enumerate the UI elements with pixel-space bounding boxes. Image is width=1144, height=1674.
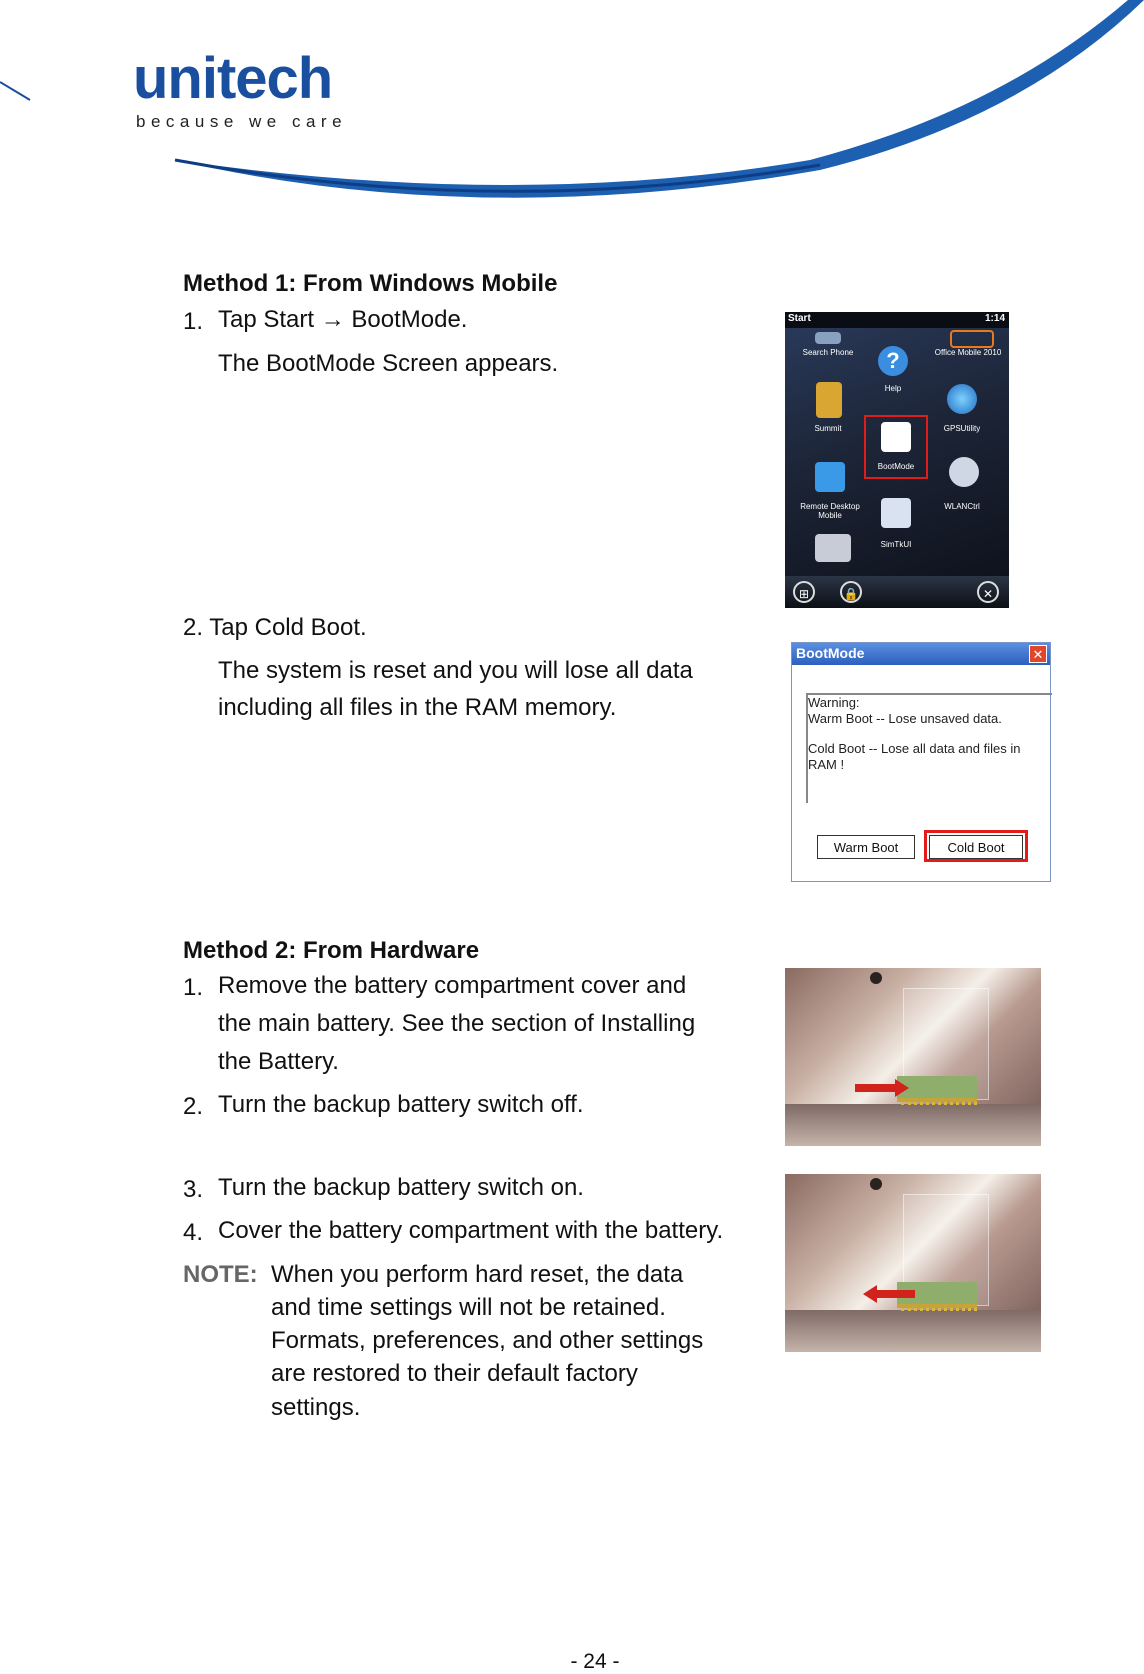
- folder-icon: [816, 382, 842, 418]
- method2-step4-number: 4.: [183, 1219, 204, 1246]
- arrow-right-head-icon: [895, 1079, 909, 1097]
- search-phone-icon: [815, 332, 841, 344]
- start-title: Start: [788, 313, 811, 324]
- method2-step3-number: 3.: [183, 1176, 204, 1203]
- hand-pointer-icon: [881, 422, 911, 452]
- battery-switch-on-photo: [785, 1174, 1041, 1352]
- compartment-edge: [785, 1310, 1041, 1352]
- note-line4: are restored to their default factory: [271, 1360, 638, 1387]
- dialog-title: BootMode: [796, 645, 865, 661]
- app-gpsutility: GPSUtility: [943, 424, 981, 433]
- compartment-edge: [785, 1104, 1041, 1146]
- warning-line4: RAM !: [808, 757, 845, 772]
- method1-step2-text: 2. Tap Cold Boot.: [183, 614, 367, 641]
- note-line5: settings.: [271, 1394, 361, 1421]
- method2-step1-number: 1.: [183, 974, 204, 1001]
- status-bar: [785, 312, 1009, 328]
- sim-card-icon: [881, 498, 911, 528]
- clock: 1:14: [984, 313, 1005, 324]
- method2-heading: Method 2: From Hardware: [183, 937, 480, 964]
- lock-icon[interactable]: 🔒: [840, 581, 862, 603]
- app-search-phone: Search Phone: [802, 348, 854, 357]
- app-help: Help: [884, 384, 902, 393]
- windows-logo-icon[interactable]: ⊞: [793, 581, 815, 603]
- bootmode-dialog-screenshot: [791, 642, 1051, 882]
- method2-step2-number: 2.: [183, 1093, 204, 1120]
- satellite-dish-icon: [949, 457, 979, 487]
- method1-step2-subtext-line2: including all files in the RAM memory.: [218, 694, 617, 721]
- globe-icon: [947, 384, 977, 414]
- app-bootmode[interactable]: BootMode: [877, 462, 915, 471]
- method2-step1-line2: the main battery. See the section of Installing: [218, 1010, 696, 1037]
- note-line2: and time settings will not be retained.: [271, 1294, 666, 1321]
- connector-pins: [901, 1102, 977, 1108]
- note-line3: Formats, preferences, and other settings: [271, 1327, 704, 1354]
- battery-switch-off-photo: [785, 968, 1041, 1146]
- remote-desktop-icon: [815, 462, 845, 492]
- switch-board: [897, 1076, 977, 1102]
- app-simtkui: SimTkUI: [880, 540, 912, 549]
- close-icon[interactable]: ✕: [1029, 645, 1047, 663]
- method1-step1-number: 1.: [183, 308, 204, 335]
- brand-logo: unitech: [133, 46, 333, 111]
- help-icon: ?: [878, 346, 908, 376]
- method2-step2-text: Turn the backup battery switch off.: [218, 1091, 584, 1118]
- method1-step2-subtext-line1: The system is reset and you will lose all data: [218, 657, 693, 684]
- close-icon[interactable]: ✕: [977, 581, 999, 603]
- method1-step1-text: Tap Start → BootMode.: [218, 306, 468, 333]
- arrow-right-icon: [855, 1084, 897, 1092]
- start-screen-screenshot: [785, 312, 1009, 608]
- method2-step3-text: Turn the backup battery switch on.: [218, 1174, 584, 1201]
- page-number: - 24 -: [570, 1650, 620, 1673]
- note-label: NOTE:: [183, 1261, 258, 1288]
- warning-line1: Warning:: [808, 695, 860, 710]
- dialog-titlebar: [792, 643, 1050, 665]
- screw: [870, 972, 882, 984]
- app-summit: Summit: [814, 424, 842, 433]
- method2-step1-line3: the Battery.: [218, 1048, 339, 1075]
- screw: [870, 1178, 882, 1190]
- office-icon: [950, 330, 994, 348]
- method2-step4-text: Cover the battery compartment with the battery.: [218, 1217, 724, 1244]
- note-line1: When you perform hard reset, the data: [271, 1261, 684, 1288]
- warning-line2: Warm Boot -- Lose unsaved data.: [808, 711, 1002, 726]
- warning-line3: Cold Boot -- Lose all data and files in: [808, 741, 1021, 756]
- method1-heading: Method 1: From Windows Mobile: [183, 270, 558, 297]
- app-remote-desktop-line1: Remote Desktop: [800, 502, 860, 511]
- connector-pins: [901, 1308, 977, 1314]
- cold-boot-button[interactable]: Cold Boot: [929, 835, 1023, 859]
- bottom-bar: [785, 576, 1009, 608]
- method1-step1-subtext: The BootMode Screen appears.: [218, 350, 559, 377]
- arrow-left-icon: [875, 1290, 915, 1298]
- method2-step1-line1: Remove the battery compartment cover and: [218, 972, 687, 999]
- app-wlanctrl: WLANCtrl: [944, 502, 980, 511]
- brand-tagline: because we care: [136, 112, 348, 131]
- app-remote-desktop-line2: Mobile: [818, 511, 842, 520]
- laptop-icon: [815, 534, 851, 562]
- warm-boot-button[interactable]: Warm Boot: [817, 835, 915, 859]
- warning-text: [808, 695, 1044, 773]
- app-office: Office Mobile 2010: [934, 348, 1002, 357]
